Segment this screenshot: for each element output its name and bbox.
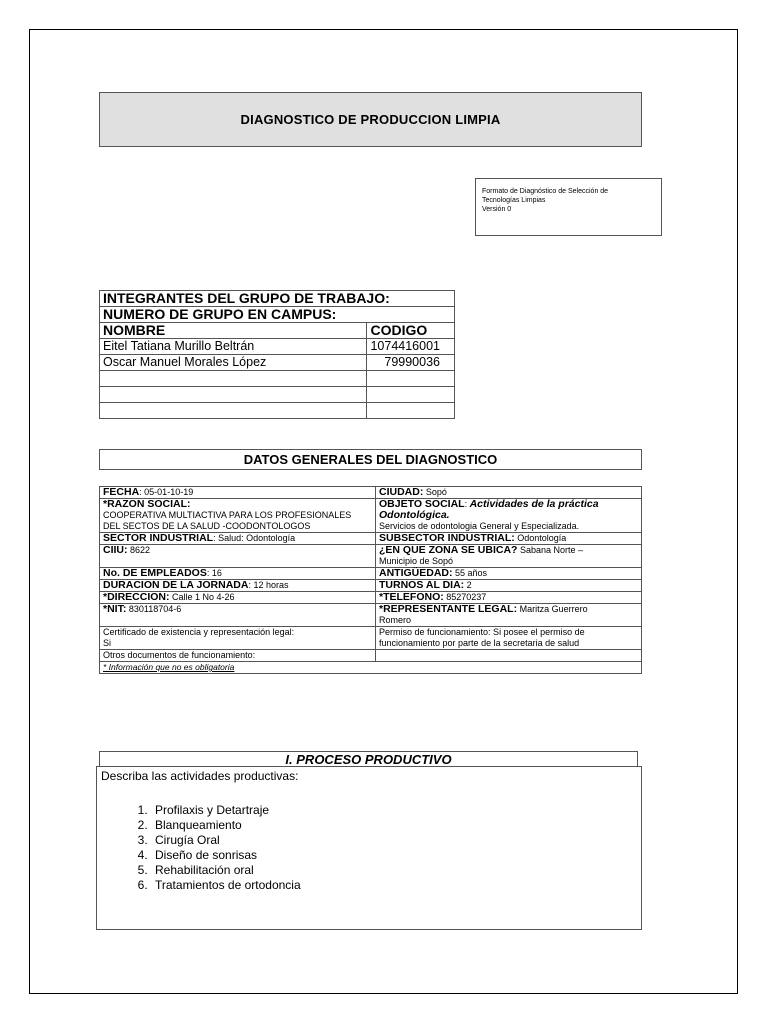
format-line-3: Versión 0 xyxy=(482,206,512,213)
razon-social-cell xyxy=(100,499,376,533)
list-item: 1. Profilaxis y Detartraje xyxy=(151,803,637,818)
actividades-list xyxy=(101,803,637,893)
nota-obligatoria: * Información que no es obligatoria xyxy=(103,662,235,672)
telefono-label: *TELEFONO: xyxy=(379,591,444,603)
ciudad-label: CIUDAD: xyxy=(379,486,424,498)
member-name: Eitel Tatiana Murillo Beltrán xyxy=(100,339,367,355)
permiso-line-1: Permiso de funcionamiento: Si posee el permiso de xyxy=(379,627,585,637)
razon-social-label: *RAZON SOCIAL: xyxy=(103,498,191,510)
ciudad-cell xyxy=(376,487,642,499)
member-code: 1074416001 xyxy=(367,339,455,355)
permiso-cell xyxy=(376,627,642,650)
representante-value-2: Romero xyxy=(379,615,412,625)
list-item: 3. Cirugía Oral xyxy=(151,833,637,848)
member-code xyxy=(367,403,455,419)
team-header: INTEGRANTES DEL GRUPO DE TRABAJO: xyxy=(100,291,455,307)
permiso-line-2: funcionamiento por parte de la secretaria de salud xyxy=(379,638,580,648)
ciiu-cell xyxy=(100,545,376,568)
telefono-value: 85270237 xyxy=(443,592,487,602)
representante-label: *REPRESENTANTE LEGAL: xyxy=(379,603,518,615)
proceso-prompt: Describa las actividades productivas: xyxy=(101,769,299,783)
zona-cell xyxy=(376,545,642,568)
member-name xyxy=(100,387,367,403)
member-code: 79990036 xyxy=(367,355,455,371)
certificado-cell xyxy=(100,627,376,650)
list-item: 2. Blanqueamiento xyxy=(151,818,637,833)
subsector-label: SUBSECTOR INDUSTRIAL: xyxy=(379,532,515,544)
objeto-social-value-3: Servicios de odontologia General y Especializada. xyxy=(379,521,580,531)
objeto-social-value-1: Actividades de la práctica xyxy=(469,498,599,510)
table-row xyxy=(100,355,455,371)
format-info-box xyxy=(475,178,662,236)
otros-documentos-cell: Otros documentos de funcionamiento: xyxy=(100,650,376,662)
group-number-header: NUMERO DE GRUPO EN CAMPUS: xyxy=(100,307,455,323)
ciiu-label: CIIU: xyxy=(103,544,128,556)
datos-table xyxy=(99,486,642,674)
direccion-cell xyxy=(100,592,376,604)
table-row xyxy=(100,339,455,355)
sector-label: SECTOR INDUSTRIAL xyxy=(103,532,214,544)
nit-value: 830118704-6 xyxy=(126,604,182,614)
turnos-cell xyxy=(376,580,642,592)
nit-cell xyxy=(100,604,376,627)
antiguedad-value: 55 años xyxy=(452,568,488,578)
member-name xyxy=(100,403,367,419)
representante-cell xyxy=(376,604,642,627)
objeto-social-label: OBJETO SOCIAL xyxy=(379,498,465,510)
fecha-label: FECHA xyxy=(103,486,140,498)
list-item: 6. Tratamientos de ortodoncia xyxy=(151,878,637,893)
subsector-cell xyxy=(376,533,642,545)
table-row xyxy=(100,371,455,387)
direccion-label: *DIRECCION: xyxy=(103,591,170,603)
direccion-value: Calle 1 No 4-26 xyxy=(169,592,235,602)
document-title: DIAGNOSTICO DE PRODUCCION LIMPIA xyxy=(99,92,642,147)
antiguedad-cell xyxy=(376,568,642,580)
razon-social-value-1: COOPERATIVA MULTIACTIVA PARA LOS PROFESIONALES xyxy=(103,510,352,520)
empleados-label: No. DE EMPLEADOS xyxy=(103,567,207,579)
representante-value-1: Maritza Guerrero xyxy=(517,604,588,614)
turnos-value: 2 xyxy=(464,580,472,590)
zona-value-2: Municipio de Sopó xyxy=(379,556,454,566)
empleados-cell xyxy=(100,568,376,580)
list-item: 4. Diseño de sonrisas xyxy=(151,848,637,863)
sector-value: : Salud: Odontología xyxy=(213,533,296,543)
objeto-social-sep: : xyxy=(464,499,470,509)
ciiu-value: 8622 xyxy=(127,545,151,555)
jornada-label: DURACION DE LA JORNADA xyxy=(103,579,249,591)
razon-social-value-2: DEL SECTOS DE LA SALUD -COODONTOLOGOS xyxy=(103,521,311,531)
ciudad-value: Sopó xyxy=(423,487,447,497)
nota-cell xyxy=(100,662,642,674)
turnos-label: TURNOS AL DIA: xyxy=(379,579,465,591)
zona-value-1: Sabana Norte – xyxy=(517,545,583,555)
list-item: 5. Rehabilitación oral xyxy=(151,863,637,878)
telefono-cell xyxy=(376,592,642,604)
format-line-1: Formato de Diagnóstico de Selección de xyxy=(482,188,609,195)
member-code xyxy=(367,387,455,403)
zona-label: ¿EN QUE ZONA SE UBICA? xyxy=(379,544,518,556)
team-table xyxy=(99,290,455,419)
col-name-header: NOMBRE xyxy=(100,323,367,339)
fecha-cell xyxy=(100,487,376,499)
antiguedad-label: ANTIGÜEDAD: xyxy=(379,567,453,579)
proceso-title: I. PROCESO PRODUCTIVO xyxy=(99,751,638,767)
member-name: Oscar Manuel Morales López xyxy=(100,355,367,371)
objeto-social-cell xyxy=(376,499,642,533)
sector-cell xyxy=(100,533,376,545)
certificado-label: Certificado de existencia y representación legal: xyxy=(103,627,295,637)
col-code-header: CODIGO xyxy=(367,323,455,339)
empty-cell xyxy=(376,650,642,662)
jornada-cell xyxy=(100,580,376,592)
empleados-value: : 16 xyxy=(206,568,222,578)
proceso-box xyxy=(96,766,642,930)
format-line-2: Tecnologías Limpias xyxy=(482,197,546,204)
member-code xyxy=(367,371,455,387)
table-row xyxy=(100,403,455,419)
nit-label: *NIT: xyxy=(103,603,127,615)
datos-section-title: DATOS GENERALES DEL DIAGNOSTICO xyxy=(99,449,642,470)
fecha-value: : 05-01-10-19 xyxy=(139,487,194,497)
jornada-value: : 12 horas xyxy=(248,580,289,590)
objeto-social-value-2: Odontológica. xyxy=(379,509,450,521)
member-name xyxy=(100,371,367,387)
table-row xyxy=(100,387,455,403)
certificado-value: Si xyxy=(103,638,112,648)
subsector-value: Odontología xyxy=(514,533,567,543)
